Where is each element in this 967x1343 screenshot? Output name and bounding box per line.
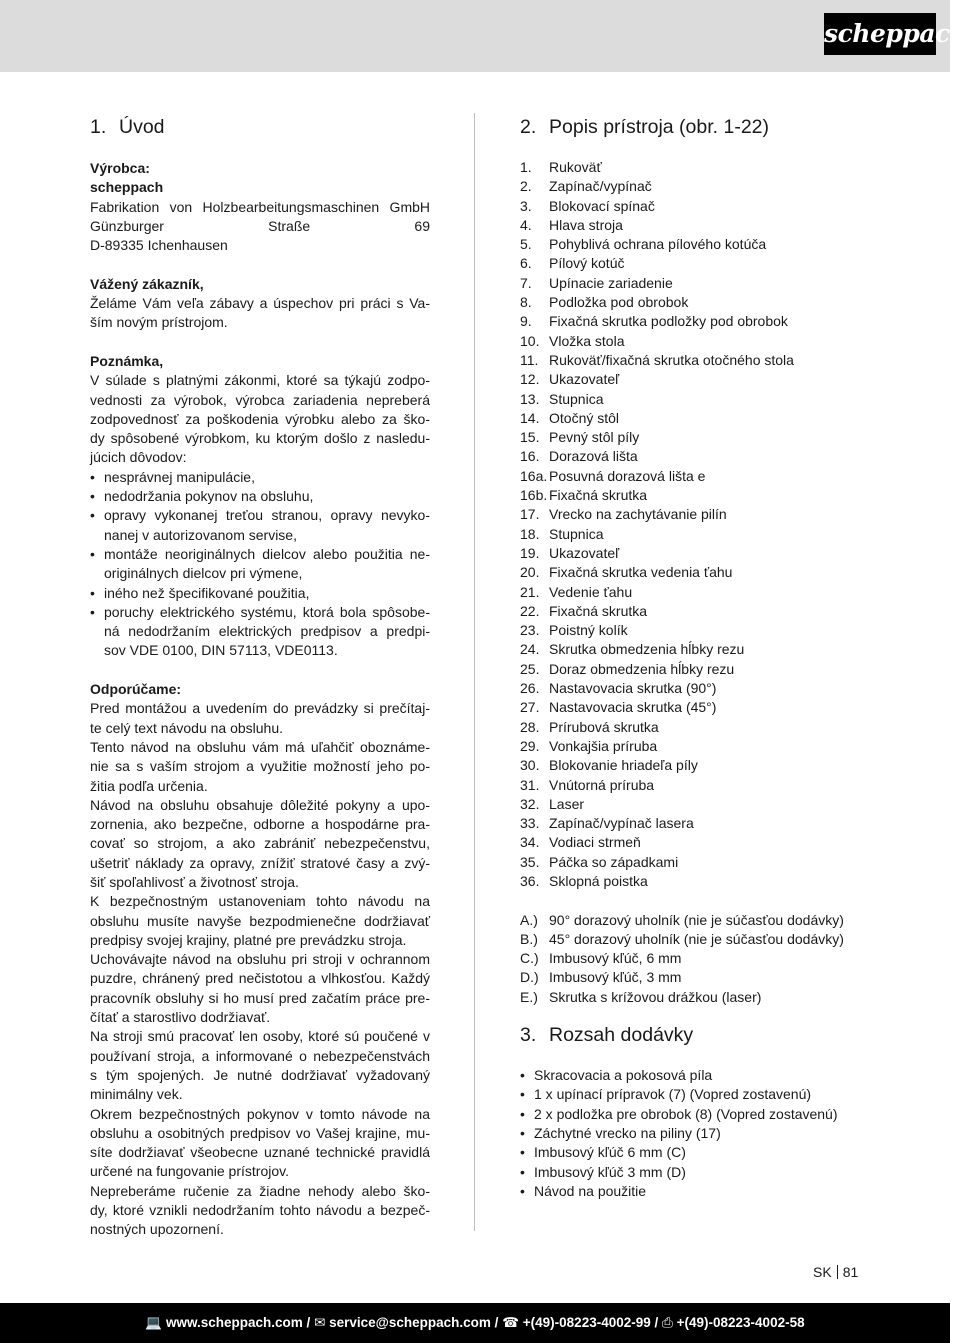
item-number: 32. [520,795,540,812]
bullet-item-line: • nesprávnej manipulácie, [90,468,430,487]
paragraph-line: šiť spoľahlivosť a životnosť stroja. [90,873,299,890]
address-line: Fabrikation von Holzbearbeitungsmaschinen GmbH [90,198,430,215]
paragraph-line: pracovník obsluhy si ho musí pred začatím práce pre- [90,989,430,1006]
bullet-item [90,603,430,661]
paragraph-line: minimálny vek. [90,1086,183,1103]
item-number: 3. [520,197,532,214]
item-number: 28. [520,718,540,735]
item-text: Fixačná skrutka vedenia ťahu [549,564,733,581]
accessory-item [520,988,880,1007]
recommend-paragraph [90,699,430,738]
item-number: 16a. [520,467,548,484]
scheppach-logo: scheppach [824,13,936,55]
paragraph-line: covať so strojom, a ako zabrániť nebezpečenstvu, [90,835,430,852]
item-number: 14. [520,409,540,426]
part-item [520,197,880,216]
part-item [520,525,880,544]
manufacturer-address [90,198,430,256]
greeting-line: Želáme Vám veľa zábavy a úspechov pri práci s Va- [90,295,430,312]
scope-item: • Záchytné vrecko na piliny (17) [520,1124,880,1143]
footer-separator: / [494,1315,499,1330]
item-number: A.) [520,911,538,928]
footer-website[interactable]: www.scheppach.com [165,1315,303,1330]
recommend-paragraph [90,1027,430,1104]
item-number: 2. [520,178,532,195]
item-text: Sklopná poistka [549,872,648,889]
accessory-item [520,930,880,949]
part-item [520,602,880,621]
item-number: D.) [520,969,539,986]
item-text: Vrecko na zachytávanie pilín [549,506,727,523]
item-text: Skrutka obmedzenia hĺbky rezu [549,641,745,658]
recommend-paragraph [90,892,430,950]
footer-phone: +(49)-08223-4002-99 [522,1315,651,1330]
part-item [520,640,880,659]
bullet-item-line: originálnych dielcov pri výmene, [104,565,303,582]
left-column [90,113,430,1240]
footer-separator: / [306,1315,311,1330]
paragraph-line: Uchovávajte návod na obsluhu pri stroji v ochrannom [90,951,430,968]
item-text: Zapínač/vypínač [549,178,652,195]
fax-icon: ⎙ [662,1315,673,1330]
part-item [520,660,880,679]
item-text: Podložka pod obrobok [549,294,689,311]
item-text: Vnútorná príruba [549,776,655,793]
paragraph-line: Tento návod na obsluhu vám má uľahčiť oboznáme- [90,738,430,755]
footer-separator: / [654,1315,659,1330]
scope-item: • 1 x upínací prípravok (7) (Vopred zostavenú) [520,1085,880,1104]
computer-icon: 💻 [145,1315,163,1330]
paragraph-line: nostných upozornení. [90,1221,224,1238]
greeting-line: ším novým prístrojom. [90,314,228,331]
item-number: 19. [520,544,540,561]
part-item [520,332,880,351]
part-item [520,853,880,872]
note-line: V súlade s platnými zákonmi, ktoré sa týkajú zodpo- [90,372,430,389]
bullet-item [90,468,430,487]
part-item [520,467,880,486]
bullet-item-line: sov VDE 0100, DIN 57113, VDE0113. [104,642,338,659]
note-bullet-list [90,468,430,661]
paragraph-line: nie sa s vaším strojom a využitie možností jeho po- [90,758,430,775]
item-text: Otočný stôl [549,409,620,426]
recommend-paragraph [90,1182,430,1240]
part-item [520,409,880,428]
bullet-item-line: • montáže neoriginálnych dielcov alebo použitia ne- [90,545,430,564]
section-number: 3. [520,1024,537,1047]
item-text: Zapínač/vypínač lasera [549,815,694,832]
bullet-item [90,545,430,584]
accessory-item [520,949,880,968]
item-number: 6. [520,255,532,272]
item-number: 34. [520,834,540,851]
item-number: 26. [520,680,540,697]
item-number: 11. [520,351,539,368]
item-text: Imbusový kľúč, 3 mm [549,969,682,986]
item-text: Prírubová skrutka [549,718,659,735]
item-number: B.) [520,930,538,947]
item-text: Vodiaci strmeň [549,834,641,851]
accessories-list [520,911,880,1007]
paragraph-line: te celý text návodu na obsluhu. [90,719,284,736]
item-text: Fixačná skrutka [549,602,648,619]
part-item [520,756,880,775]
part-item [520,216,880,235]
paragraph-line: obsluhu a osobitných predpisov vo Vašej krajine, mu- [90,1124,430,1141]
item-number: 35. [520,853,540,870]
item-number: 20. [520,564,540,581]
item-text: Pohyblivá ochrana pílového kotúča [549,236,767,253]
greeting-text [90,294,430,333]
part-item [520,254,880,273]
scope-item: • 2 x podložka pre obrobok (8) (Vopred zostavenú) [520,1105,880,1124]
header-bar [0,0,967,72]
item-number: 31. [520,776,540,793]
bullet-item-line: ná nedodržaním elektrických predpisov a predpi- [104,623,430,640]
part-item [520,351,880,370]
page-number-divider [837,1265,838,1279]
paragraph-line: žitia podľa určenia. [90,777,208,794]
item-number: 16. [520,448,540,465]
item-number: 27. [520,699,540,716]
recommend-text [90,699,430,1239]
item-text: Ukazovateľ [549,544,620,561]
section-title-description [520,113,880,141]
item-number: 15. [520,429,540,446]
note-line: zodpovednosť za poškodenia výrobku alebo za ško- [90,410,430,427]
part-item [520,737,880,756]
section-title-scope [520,1021,880,1049]
paragraph-line: K bezpečnostným ustanoveniam tohto návodu na [90,893,430,910]
recommend-paragraph [90,738,430,796]
paragraph-line: predpisy svojej krajiny, platné pre prevádzku stroja. [90,931,407,948]
item-text: Pevný stôl píly [549,429,640,446]
part-item [520,486,880,505]
part-item [520,718,880,737]
item-text: Páčka so západkami [549,853,679,870]
section-number: 2. [520,116,537,138]
section-title-text: Úvod [119,116,165,138]
item-number: 4. [520,216,532,233]
item-text: Poistný kolík [549,622,628,639]
bullet-item [90,506,430,545]
item-text: Vložka stola [549,332,625,349]
item-text: Posuvná dorazová lišta e [549,467,706,484]
item-text: Dorazová lišta [549,448,638,465]
note-text [90,371,430,467]
item-number: 16b. [520,487,548,504]
bullet-item [90,584,430,603]
paragraph-line: Okrem bezpečnostných pokynov v tomto návode na [90,1105,430,1122]
item-text: Nastavovacia skrutka (45°) [549,699,717,716]
page-language: SK [813,1264,832,1280]
item-number: 18. [520,525,540,542]
paragraph-line: Nepreberáme ručenie za žiadne nehody alebo ško- [90,1182,430,1199]
item-number: 25. [520,660,540,677]
item-text: Blokovanie hriadeľa píly [549,757,698,774]
paragraph-line: čítať a starostlivo dodržiavať. [90,1009,271,1026]
scope-item: • Skracovacia a pokosová píla [520,1066,880,1085]
scope-item: • Návod na použitie [520,1182,880,1201]
section-title-text: Rozsah dodávky [549,1024,694,1047]
paragraph-line: určené na fungovanie prístrojov. [90,1163,289,1180]
item-text: Imbusový kľúč, 6 mm [549,950,682,967]
item-text: Rukoväť/fixačná skrutka otočného stola [549,351,794,368]
footer-email[interactable]: service@scheppach.com [329,1315,491,1330]
mail-icon: ✉ [314,1315,326,1330]
item-text: Pílový kotúč [549,255,625,272]
paragraph-line: používaní stroja, a informované o nebezpečenstvách [90,1047,430,1064]
part-item [520,370,880,389]
recommend-label: Odporúčame: [90,681,182,698]
item-text: Laser [549,795,585,812]
address-line: D-89335 Ichenhausen [90,237,228,254]
part-item [520,428,880,447]
item-number: 22. [520,602,540,619]
item-text: 90° dorazový uholník (nie je súčasťou dodávky) [549,911,844,928]
bullet-item-line: • opravy vykonanej treťou stranou, opravy nevyko- [90,506,430,525]
item-text: Skrutka s krížovou drážkou (laser) [549,988,762,1005]
paragraph-line: obsluhu musíte navyše bezpodmienečne dodržiavať [90,912,430,929]
part-item [520,583,880,602]
section-title-intro [90,113,430,141]
item-text: Upínacie zariadenie [549,274,673,291]
recommend-paragraph [90,796,430,892]
part-item [520,679,880,698]
parts-list [520,158,880,891]
bullet-item-line: nanej v autorizovanom servise, [104,526,297,543]
item-number: C.) [520,950,539,967]
part-item [520,177,880,196]
item-number: 10. [520,332,540,349]
scope-item: • Imbusový kľúč 6 mm (C) [520,1143,880,1162]
item-text: Stupnica [549,390,604,407]
item-number: 13. [520,390,540,407]
accessory-item [520,911,880,930]
part-item [520,776,880,795]
part-item [520,447,880,466]
item-text: Rukoväť [549,159,602,175]
item-number: 23. [520,622,540,639]
part-item [520,293,880,312]
part-item [520,872,880,891]
footer-bar [0,1303,950,1343]
item-number: 29. [520,737,540,754]
recommend-paragraph [90,950,430,1027]
part-item [520,544,880,563]
scope-list [520,1066,880,1201]
item-number: 7. [520,274,532,291]
item-text: Ukazovateľ [549,371,620,388]
item-number: 5. [520,236,532,253]
paragraph-line: ušetriť náklady za opravy, znížiť stratové časy a zvý- [90,854,430,871]
address-line: Günzburger Straße 69 [90,217,430,234]
item-number: 1. [520,159,532,175]
item-text: Nastavovacia skrutka (90°) [549,680,717,697]
part-item [520,698,880,717]
paragraph-line: Na stroji smú pracovať len osoby, ktoré sú poučené v [90,1028,430,1045]
item-number: 30. [520,757,540,774]
item-text: Vedenie ťahu [549,583,633,600]
item-number: 33. [520,815,540,832]
part-item [520,833,880,852]
item-text: Hlava stroja [549,216,623,233]
part-item [520,563,880,582]
part-item [520,235,880,254]
item-text: 45° dorazový uholník (nie je súčasťou dodávky) [549,930,844,947]
note-line: júcich dôvodov: [90,449,187,466]
item-text: Doraz obmedzenia hĺbky rezu [549,660,735,677]
paragraph-line: dy, ktoré vznikli nedodržaním tohto návodu a bezpeč- [90,1202,430,1219]
item-number: 17. [520,506,540,523]
column-divider [474,113,475,1231]
accessory-item [520,968,880,987]
section-number: 1. [90,116,107,138]
manufacturer-name: scheppach [90,179,164,196]
paragraph-line: Návod na obsluhu obsahuje dôležité pokyny a upo- [90,796,430,813]
item-number: 21. [520,583,540,600]
part-item [520,621,880,640]
bullet-item-line: • nedodržania pokynov na obsluhu, [90,487,430,506]
part-item [520,814,880,833]
recommend-paragraph [90,1105,430,1182]
paragraph-line: s tým spojených. Je nutné dodržiavať vyžadovaný [90,1066,430,1083]
item-text: Fixačná skrutka podložky pod obrobok [549,313,788,330]
part-item [520,505,880,524]
item-number: 8. [520,294,532,311]
section-title-text: Popis prístroja (obr. 1-22) [549,116,770,138]
manufacturer-label: Výrobca: [90,160,150,176]
scope-item: • Imbusový kľúč 3 mm (D) [520,1163,880,1182]
item-text: Stupnica [549,525,604,542]
page-number [813,1264,858,1280]
item-number: 36. [520,872,540,889]
note-line: vednosti za výrobok, výrobca zariadenia nepreberá [90,391,430,408]
part-item [520,274,880,293]
phone-icon: ☎ [502,1315,520,1330]
part-item [520,390,880,409]
right-column [520,113,880,1201]
greeting-label: Vážený zákazník, [90,275,204,292]
footer-fax: +(49)-08223-4002-58 [676,1315,805,1330]
paragraph-line: zornenia, ako bezpečne, odborne a hospodárne pra- [90,816,430,833]
part-item [520,158,880,177]
paragraph-line: síte dodržiavať všeobecne uznané technické pravidlá [90,1144,430,1161]
item-text: Fixačná skrutka [549,487,648,504]
item-text: Blokovací spínač [549,197,655,214]
part-item [520,312,880,331]
item-number: 12. [520,371,540,388]
paragraph-line: Pred montážou a uvedením do prevádzky si prečítaj- [90,700,430,717]
bullet-item-line: • iného než špecifikované použitia, [90,584,430,603]
item-number: E.) [520,988,538,1005]
note-line: dy spôsobené výrobkom, ku ktorým došlo z nasledu- [90,430,430,447]
paragraph-line: puzdre, chránený pred nečistotou a vlhkosťou. Každý [90,970,430,987]
page-number-value: 81 [842,1264,859,1280]
item-number: 24. [520,641,540,658]
note-label: Poznámka, [90,352,164,369]
part-item [520,795,880,814]
bullet-item [90,487,430,506]
bullet-item-line: • poruchy elektrického systému, ktorá bola spôsobe- [90,603,430,622]
item-number: 9. [520,313,532,330]
item-text: Vonkajšia príruba [549,737,658,754]
